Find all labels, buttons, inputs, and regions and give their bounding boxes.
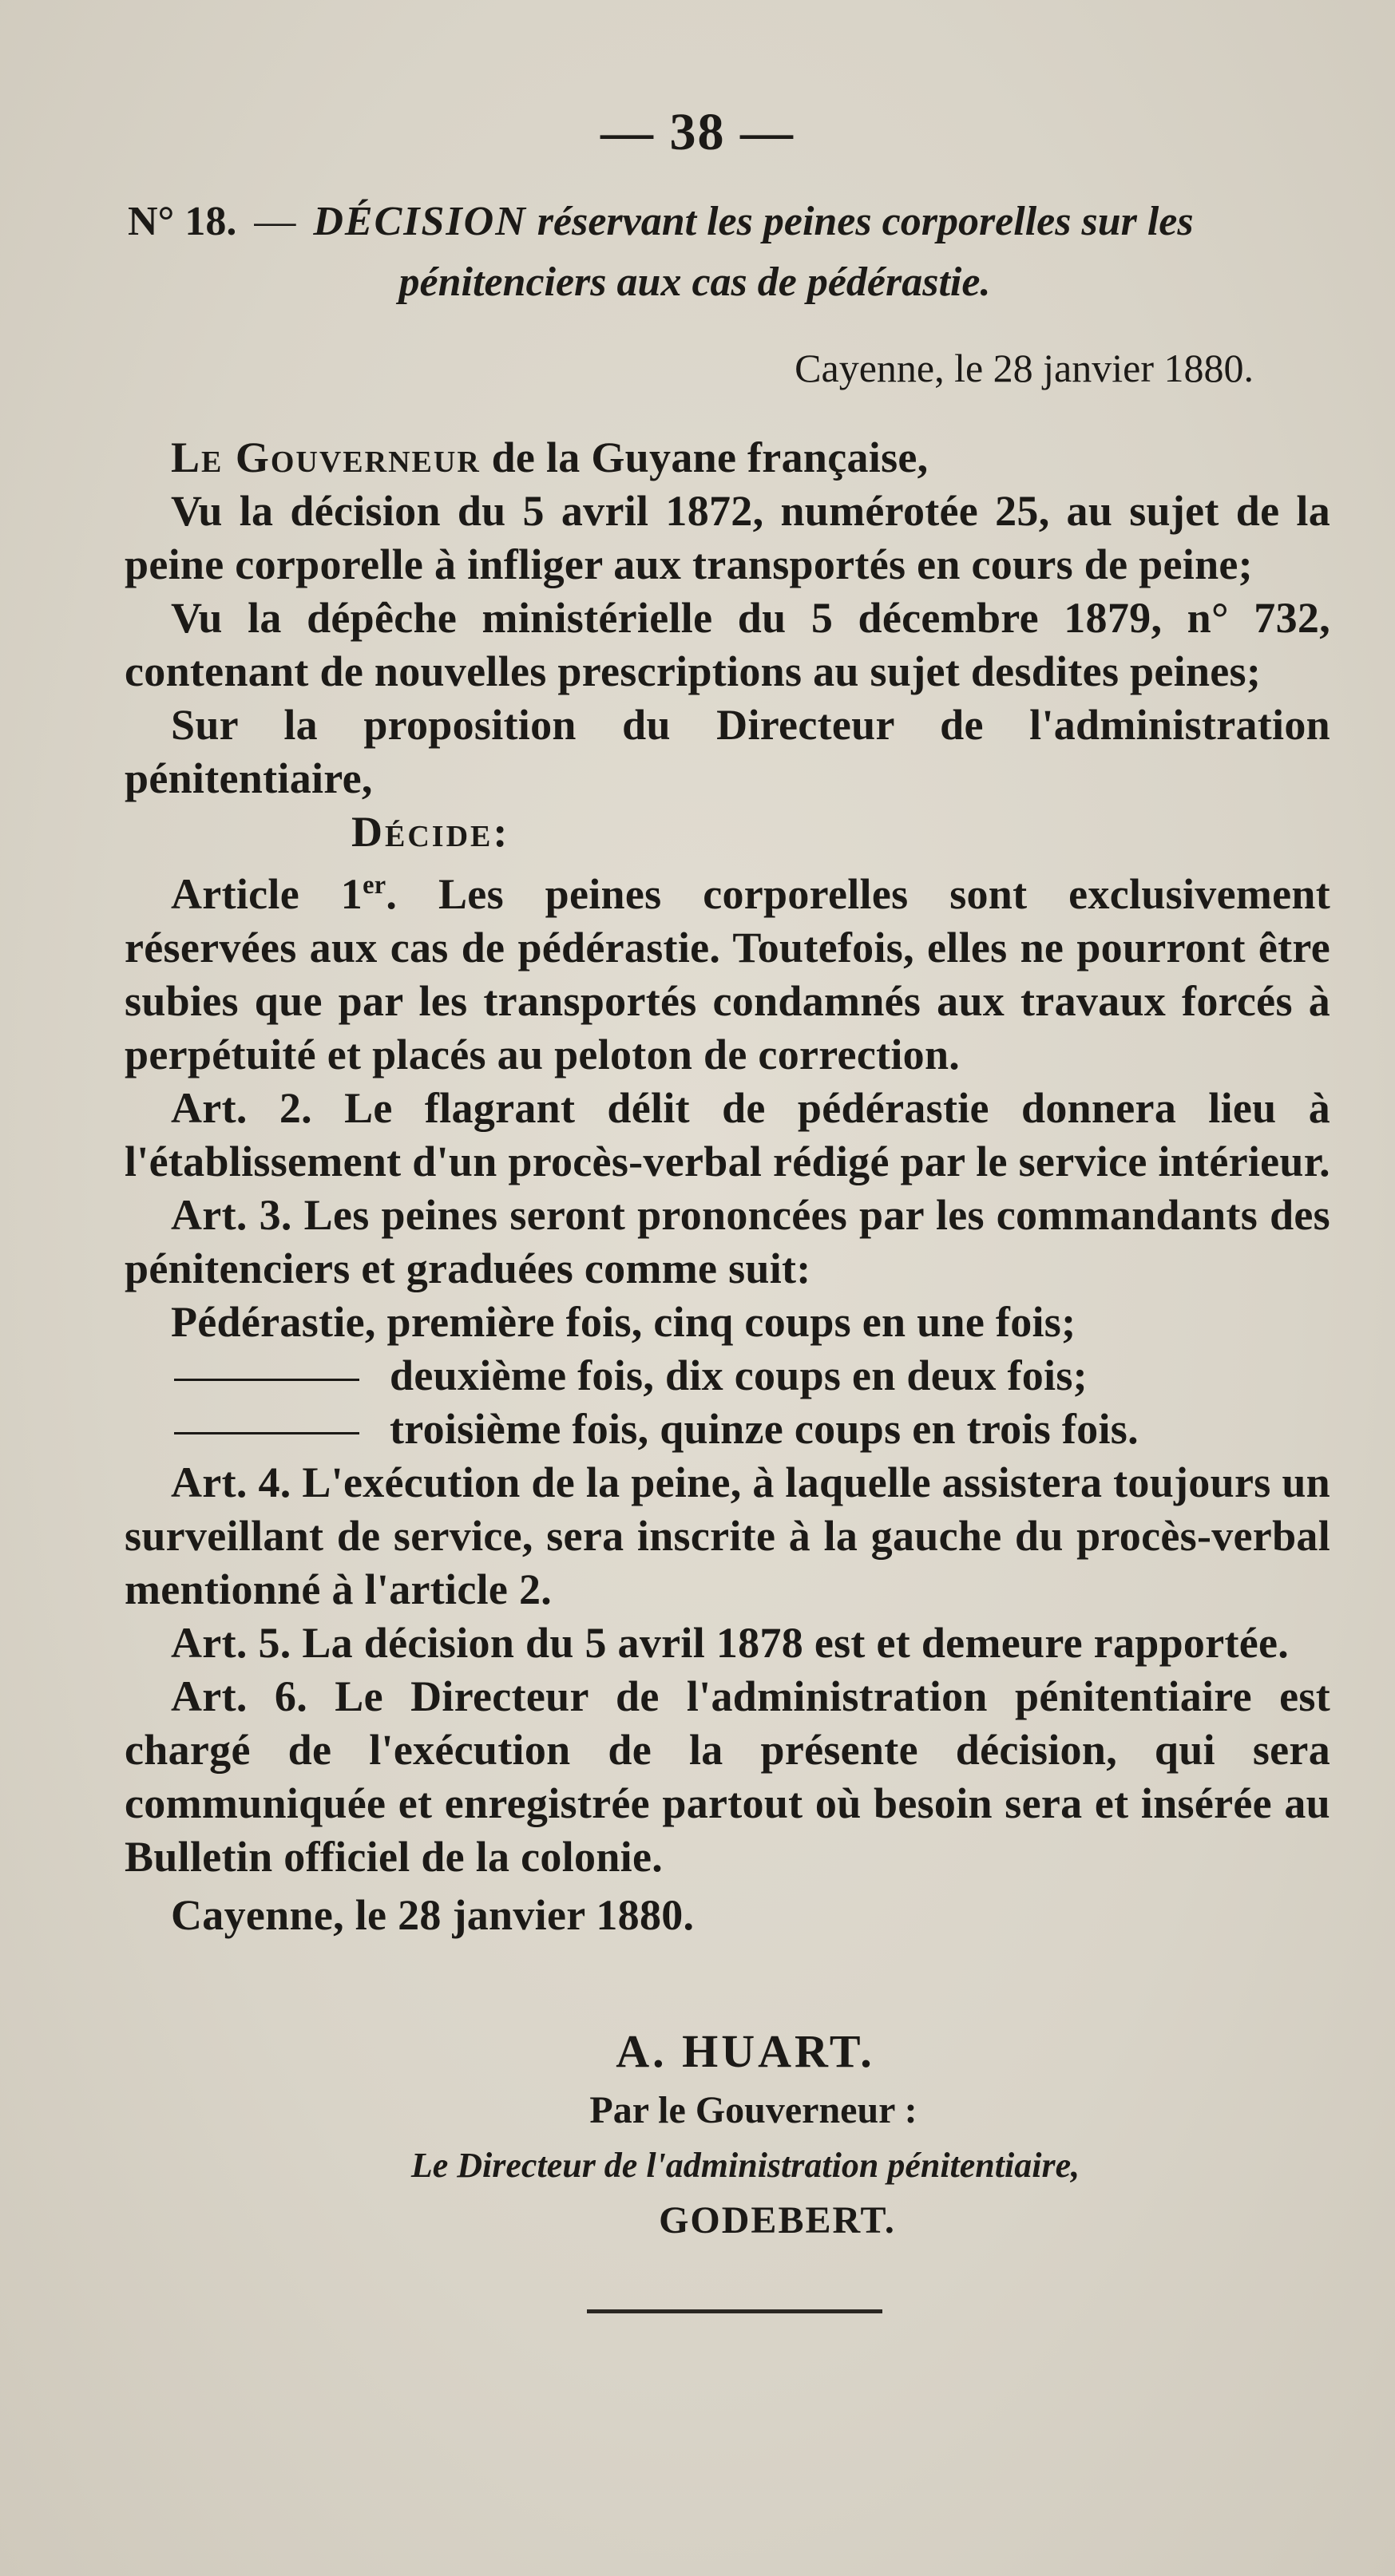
ditto-rule [174, 1379, 359, 1381]
punishment-1: Pédérastie, première fois, cinq coups en une fois; [171, 1298, 1076, 1346]
ditto-rule [174, 1432, 359, 1434]
sur-paragraph: Sur la proposition du Directeur de l'administration pénitentiaire, [125, 701, 1330, 802]
closing-date: Cayenne, le 28 janvier 1880. [171, 1891, 695, 1939]
article-1-label: Article 1 [171, 870, 363, 918]
article-2: Art. 2. Le flagrant délit de pédérastie donnera lieu à l'établissement d'un procès-verbal rédigé par le service intérieur. [125, 1084, 1330, 1185]
decision-word: DÉCISION [313, 199, 527, 244]
decision-number: N° 18. [128, 199, 237, 244]
page-number: — 38 — [600, 103, 795, 161]
decision-title [128, 192, 1326, 313]
article-1-text: . Les peines corporelles sont exclusivement réservées aux cas de pédérastie. Toutefois, elles ne pourront être subies que par les transportés condamnés aux travaux forcés à perpétuité et placés au peloton de correction. [125, 870, 1330, 1078]
governor-signature: A. HUART. [616, 2025, 875, 2077]
end-rule [587, 2309, 882, 2313]
article-5: Art. 5. La décision du 5 avril 1878 est et demeure rapportée. [171, 1619, 1290, 1667]
title-line-1 [128, 192, 1326, 252]
article-1 [125, 859, 1330, 1082]
title-subject-2: pénitenciers aux cas de pédérastie. [398, 259, 991, 305]
governor-rest: de la Guyane française, [480, 433, 929, 481]
by-governor-line: Par le Gouverneur : [589, 2089, 917, 2131]
governor-caps: Le Gouverneur [171, 433, 481, 481]
decide-heading: Décide: [351, 808, 510, 856]
article-6: Art. 6. Le Directeur de l'administration pénitentiaire est chargé de l'exécution de la présente décision, qui sera communiquée et enregistrée partout où besoin sera et insérée au Bulletin officiel de la colonie. [125, 1672, 1330, 1881]
decision-body [125, 431, 1330, 1942]
title-dash: — [254, 199, 296, 244]
governor-line [125, 431, 1330, 485]
director-title: Le Directeur de l'administration pénitentiaire, [410, 2146, 1080, 2185]
article-3: Art. 3. Les peines seront prononcées par les commandants des pénitenciers et graduées comme suit: [125, 1191, 1330, 1292]
dateline: Cayenne, le 28 janvier 1880. [795, 346, 1254, 390]
signature-block [0, 2020, 1395, 2248]
director-signature: GODEBERT. [659, 2199, 896, 2242]
punishment-2-row [125, 1349, 1330, 1403]
punishment-3-row [125, 1403, 1330, 1456]
vu-paragraph-2: Vu la dépêche ministérielle du 5 décembre 1879, n° 732, contenant de nouvelles prescriptions au sujet desdites peines; [125, 594, 1330, 695]
punishment-2: deuxième fois, dix coups en deux fois; [390, 1351, 1088, 1399]
punishment-3: troisième fois, quinze coups en trois fois. [390, 1405, 1139, 1453]
article-1-sup: er [363, 871, 386, 900]
vu-paragraph-1: Vu la décision du 5 avril 1872, numérotée 25, au sujet de la peine corporelle à infliger aux transportés en cours de peine; [125, 487, 1330, 588]
article-4: Art. 4. L'exécution de la peine, à laquelle assistera toujours un surveillant de service, sera inscrite à la gauche du procès-verbal mentionné à l'article 2. [125, 1458, 1330, 1613]
title-subject-1: réservant les peines corporelles sur les [537, 199, 1194, 244]
